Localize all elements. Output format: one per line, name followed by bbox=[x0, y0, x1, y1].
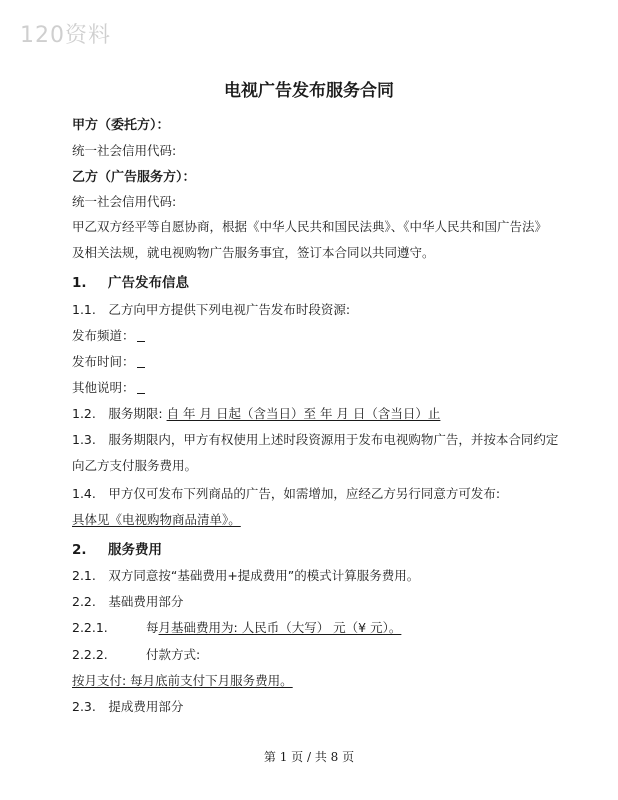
party-b-label: 乙方（广告服务方）： bbox=[72, 170, 196, 185]
base-fee-value: 月基础费用为: 人民币（大写） 元（¥ 元）。 bbox=[158, 620, 402, 635]
clause-1-1: 1.1. 乙方向甲方提供下列电视广告发布时段资源: bbox=[72, 302, 351, 317]
publish-channel bbox=[72, 326, 145, 344]
section-2-number: 2. bbox=[72, 542, 87, 558]
document-title: 电视广告发布服务合同 bbox=[224, 81, 394, 101]
clause-2-2-1-prefix: 每 bbox=[146, 620, 159, 635]
section-2-heading bbox=[72, 538, 162, 558]
publish-time bbox=[72, 352, 145, 370]
service-period-value: 自 年 月 日起（含当日）至 年 月 日（含当日）止 bbox=[166, 406, 441, 421]
intro-line-2: 及相关法规，就电视购物广告服务事宜，签订本合同以共同遵守。 bbox=[72, 245, 435, 260]
publish-channel-label: 发布频道： bbox=[72, 328, 135, 343]
section-1-heading bbox=[72, 271, 189, 291]
section-1-number: 1. bbox=[72, 275, 87, 291]
clause-2-2-2 bbox=[72, 645, 200, 663]
party-a-label: 甲方（委托方）： bbox=[72, 118, 170, 133]
clause-2-2-1-number: 2.2.1. bbox=[72, 620, 108, 635]
publish-channel-blank bbox=[137, 329, 145, 342]
clause-1-2 bbox=[72, 404, 440, 422]
clause-2-1: 2.1. 双方同意按“基础费用+提成费用”的模式计算服务费用。 bbox=[72, 568, 420, 583]
intro-line-1: 甲乙双方经平等自愿协商，根据《中华人民共和国民法典》、《中华人民共和国广告法》 bbox=[72, 219, 548, 234]
clause-1-4: 1.4. 甲方仅可发布下列商品的广告，如需增加，应经乙方另行同意方可发布: bbox=[72, 486, 501, 501]
product-list-reference: 具体见《电视购物商品清单》。 bbox=[72, 512, 241, 527]
clause-2-2-1 bbox=[72, 618, 401, 636]
clause-1-2-prefix: 1.2. 服务期限: bbox=[72, 406, 163, 421]
other-notes bbox=[72, 378, 145, 396]
payment-detail: 按月支付: 每月底前支付下月服务费用。 bbox=[72, 673, 293, 688]
clause-1-3-line-2: 向乙方支付服务费用。 bbox=[72, 458, 198, 473]
clause-2-3: 2.3. 提成费用部分 bbox=[72, 699, 184, 714]
party-b-credit-code: 统一社会信用代码: bbox=[72, 194, 177, 209]
watermark: 120资料 bbox=[20, 23, 111, 48]
other-notes-blank bbox=[137, 381, 145, 394]
clause-2-2-2-text: 付款方式: bbox=[146, 647, 201, 662]
other-notes-label: 其他说明： bbox=[72, 380, 135, 395]
publish-time-label: 发布时间： bbox=[72, 354, 135, 369]
clause-2-2: 2.2. 基础费用部分 bbox=[72, 594, 184, 609]
clause-1-3-line-1: 1.3. 服务期限内，甲方有权使用上述时段资源用于发布电视购物广告，并按本合同约定 bbox=[72, 432, 559, 447]
publish-time-blank bbox=[137, 355, 145, 368]
page-footer: 第 1 页 / 共 8 页 bbox=[263, 750, 355, 764]
section-2-title: 服务费用 bbox=[108, 542, 162, 558]
clause-2-2-2-number: 2.2.2. bbox=[72, 647, 108, 662]
party-a-credit-code: 统一社会信用代码: bbox=[72, 143, 177, 158]
section-1-title: 广告发布信息 bbox=[108, 275, 189, 291]
